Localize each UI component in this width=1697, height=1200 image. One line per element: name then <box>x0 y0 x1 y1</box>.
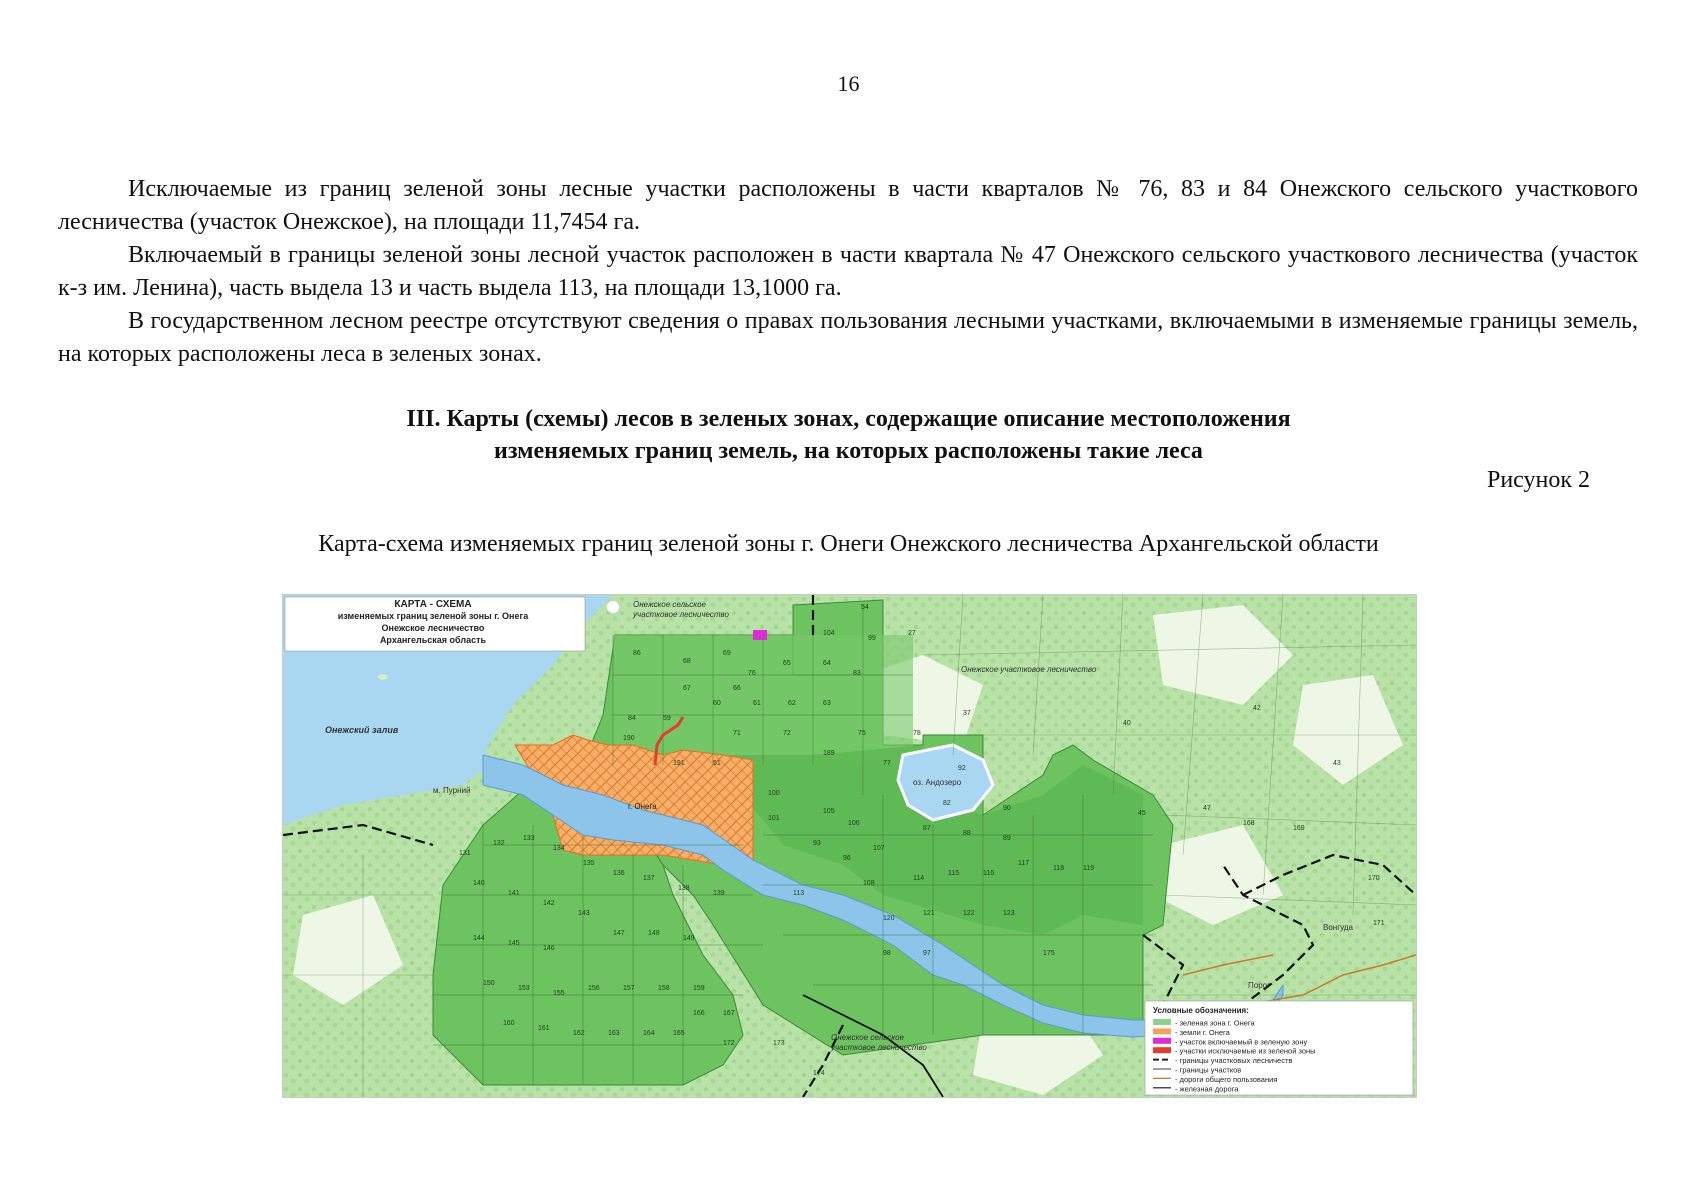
quarter-number: 71 <box>733 730 741 737</box>
quarter-number: 43 <box>1333 760 1341 767</box>
label-bay: Онежский залив <box>325 725 399 735</box>
quarter-number: 62 <box>788 700 796 707</box>
quarter-number: 97 <box>923 950 931 957</box>
quarter-number: 120 <box>883 915 895 922</box>
section-heading <box>0 403 1697 467</box>
quarter-number: 137 <box>643 875 655 882</box>
quarter-number: 115 <box>948 870 960 877</box>
label-city: г. Онега <box>628 802 657 811</box>
quarter-number: 114 <box>913 875 925 882</box>
map-title-line-2: изменяемых границ зеленой зоны г. Онега <box>337 611 529 621</box>
legend-swatch <box>1153 1028 1171 1034</box>
quarter-number: 160 <box>503 1020 515 1027</box>
quarter-number: 60 <box>713 700 721 707</box>
quarter-number: 77 <box>883 760 891 767</box>
map-title-line-1: КАРТА - СХЕМА <box>394 599 472 610</box>
legend-label: - зеленая зона г. Онега <box>1175 1018 1255 1028</box>
quarter-number: 82 <box>943 800 951 807</box>
quarter-number: 117 <box>1018 860 1030 867</box>
quarter-number: 132 <box>493 840 505 847</box>
quarter-number: 69 <box>723 650 731 657</box>
quarter-number: 104 <box>823 630 835 637</box>
label-forestry-top-2: участковое лесничество <box>633 610 729 619</box>
quarter-number: 107 <box>873 845 885 852</box>
quarter-number: 173 <box>773 1040 785 1047</box>
legend-label: - границы участковых лесничеств <box>1175 1056 1293 1066</box>
quarter-number: 189 <box>823 750 835 757</box>
quarter-number: 159 <box>693 985 705 992</box>
quarter-number: 175 <box>1043 950 1055 957</box>
label-cape: м. Пурний <box>433 786 471 795</box>
quarter-number: 99 <box>868 635 876 642</box>
quarter-number: 75 <box>858 730 866 737</box>
quarter-number: 106 <box>848 820 860 827</box>
quarter-number: 63 <box>823 700 831 707</box>
quarter-number: 45 <box>1138 810 1146 817</box>
legend-label: - участки исключаемые из зеленой зоны <box>1175 1046 1316 1056</box>
quarter-number: 155 <box>553 990 565 997</box>
quarter-number: 37 <box>963 710 971 717</box>
paragraph-text: В государственном лесном реестре отсутствуют сведения о правах пользования лесными участками, включаемыми в изменяемые границы земель, на которых расположены леса в зеленых зонах. <box>58 308 1638 367</box>
legend-label: - участок включаемый в зеленую зону <box>1175 1037 1308 1047</box>
quarter-number: 78 <box>913 730 921 737</box>
quarter-number: 150 <box>483 980 495 987</box>
quarter-number: 138 <box>678 885 690 892</box>
legend-swatch <box>1153 1038 1171 1044</box>
quarter-number: 59 <box>663 715 671 722</box>
quarter-number: 165 <box>673 1030 685 1037</box>
quarter-number: 96 <box>843 855 851 862</box>
label-forestry-top-1: Онежское сельское <box>633 600 706 609</box>
label-forestry-ne: Онежское участковое лесничество <box>961 665 1097 674</box>
quarter-number: 72 <box>783 730 791 737</box>
quarter-number: 161 <box>538 1025 550 1032</box>
legend-title: Условные обозначения: <box>1153 1006 1249 1015</box>
quarter-number: 147 <box>613 930 625 937</box>
legend-label: - земли г. Онега <box>1175 1027 1230 1037</box>
quarter-number: 90 <box>1003 805 1011 812</box>
map-title-line-3: Онежское лесничество <box>381 623 485 633</box>
quarter-number: 40 <box>1123 720 1131 727</box>
quarter-number: 133 <box>523 835 535 842</box>
quarter-number: 87 <box>923 825 931 832</box>
quarter-number: 98 <box>883 950 891 957</box>
quarter-number: 156 <box>588 985 600 992</box>
quarter-number: 68 <box>683 658 691 665</box>
quarter-number: 164 <box>643 1030 655 1037</box>
label-village-porog: Порог <box>1248 981 1271 990</box>
quarter-number: 118 <box>1053 865 1065 872</box>
quarter-number: 121 <box>923 910 935 917</box>
quarter-number: 122 <box>963 910 975 917</box>
quarter-number: 167 <box>723 1010 735 1017</box>
paragraph-excluded-plots <box>58 173 1638 239</box>
quarter-number: 92 <box>958 765 966 772</box>
label-village-vonguda: Вонгуда <box>1323 923 1353 932</box>
section-heading-line-1: III. Карты (схемы) лесов в зеленых зонах, содержащие описание местоположения <box>406 406 1291 432</box>
quarter-number: 116 <box>983 870 995 877</box>
quarter-number: 66 <box>733 685 741 692</box>
included-plot <box>753 630 767 640</box>
quarter-number: 113 <box>793 890 805 897</box>
quarter-number: 191 <box>673 760 685 767</box>
quarter-number: 174 <box>813 1070 825 1077</box>
label-lake: оз. Андозеро <box>913 778 962 787</box>
quarter-number: 101 <box>768 815 780 822</box>
quarter-number: 190 <box>623 735 635 742</box>
quarter-number: 93 <box>813 840 821 847</box>
quarter-number: 168 <box>1243 820 1255 827</box>
map-canvas <box>283 595 1416 1097</box>
quarter-number: 166 <box>693 1010 705 1017</box>
figure-caption: Карта-схема изменяемых границ зеленой зоны г. Онеги Онежского лесничества Архангельской области <box>318 531 1379 557</box>
quarter-number: 84 <box>628 715 636 722</box>
quarter-number: 144 <box>473 935 485 942</box>
quarter-number: 119 <box>1083 865 1095 872</box>
quarter-number: 170 <box>1368 875 1380 882</box>
quarter-number: 149 <box>683 935 695 942</box>
quarter-number: 139 <box>713 890 725 897</box>
paragraph-text: Включаемый в границы зеленой зоны лесной участок расположен в части квартала № 47 Онежского сельского участкового лесничества (участок к-з им. Ленина), часть выдела 13 и часть выдела 113, на площади 13,1000 га. <box>58 242 1638 301</box>
quarter-number: 148 <box>648 930 660 937</box>
quarter-number: 136 <box>613 870 625 877</box>
quarter-number: 105 <box>823 808 835 815</box>
quarter-number: 42 <box>1253 705 1261 712</box>
quarter-number: 146 <box>543 945 555 952</box>
quarter-number: 157 <box>623 985 635 992</box>
page-number: 16 <box>837 71 860 96</box>
quarter-number: 76 <box>748 670 756 677</box>
quarter-number: 140 <box>473 880 485 887</box>
quarter-number: 65 <box>783 660 791 667</box>
quarter-number: 83 <box>853 670 861 677</box>
quarter-number: 134 <box>553 845 565 852</box>
quarter-number: 27 <box>908 630 916 637</box>
paragraph-registry <box>58 305 1638 371</box>
paragraph-text: Исключаемые из границ зеленой зоны лесные участки расположены в части кварталов № 76, 83 и 84 Онежского сельского участкового лесничества (участок Онежское), на площади 11,7454 га. <box>58 176 1638 235</box>
quarter-number: 100 <box>768 790 780 797</box>
quarter-number: 88 <box>963 830 971 837</box>
quarter-number: 89 <box>1003 835 1011 842</box>
quarter-number: 162 <box>573 1030 585 1037</box>
quarter-number: 158 <box>658 985 670 992</box>
quarter-number: 108 <box>863 880 875 887</box>
section-heading-line-2: изменяемых границ земель, на которых расположены такие леса <box>494 438 1203 464</box>
quarter-number: 123 <box>1003 910 1015 917</box>
figure-label: Рисунок 2 <box>1486 467 1590 493</box>
label-forestry-south-2: участковое лесничество <box>831 1043 927 1052</box>
quarter-number: 163 <box>608 1030 620 1037</box>
map-title-line-4: Архангельская область <box>379 635 487 645</box>
quarter-number: 47 <box>1203 805 1211 812</box>
map-legend <box>1145 1001 1413 1095</box>
quarter-number: 172 <box>723 1040 735 1047</box>
paragraph-included-plot <box>58 239 1638 305</box>
quarter-number: 54 <box>861 604 869 611</box>
quarter-number: 61 <box>753 700 761 707</box>
forest-map <box>282 594 1417 1098</box>
legend-label: - железная дорога <box>1175 1084 1239 1094</box>
quarter-number: 145 <box>508 940 520 947</box>
quarter-number: 143 <box>578 910 590 917</box>
quarter-number: 171 <box>1373 920 1385 927</box>
quarter-number: 153 <box>518 985 530 992</box>
quarter-number: 131 <box>459 850 471 857</box>
label-forestry-south-1: Онежское сельское <box>831 1033 904 1042</box>
quarter-number: 86 <box>633 650 641 657</box>
quarter-number: 169 <box>1293 825 1305 832</box>
quarter-number: 135 <box>583 860 595 867</box>
quarter-number: 141 <box>508 890 520 897</box>
legend-label: - границы участков <box>1175 1065 1242 1075</box>
legend-label: - дороги общего пользования <box>1175 1074 1278 1084</box>
quarter-number: 142 <box>543 900 555 907</box>
quarter-number: 51 <box>713 760 721 767</box>
quarter-number: 64 <box>823 660 831 667</box>
legend-swatch <box>1153 1047 1171 1053</box>
legend-swatch <box>1153 1019 1171 1025</box>
quarter-number: 67 <box>683 685 691 692</box>
